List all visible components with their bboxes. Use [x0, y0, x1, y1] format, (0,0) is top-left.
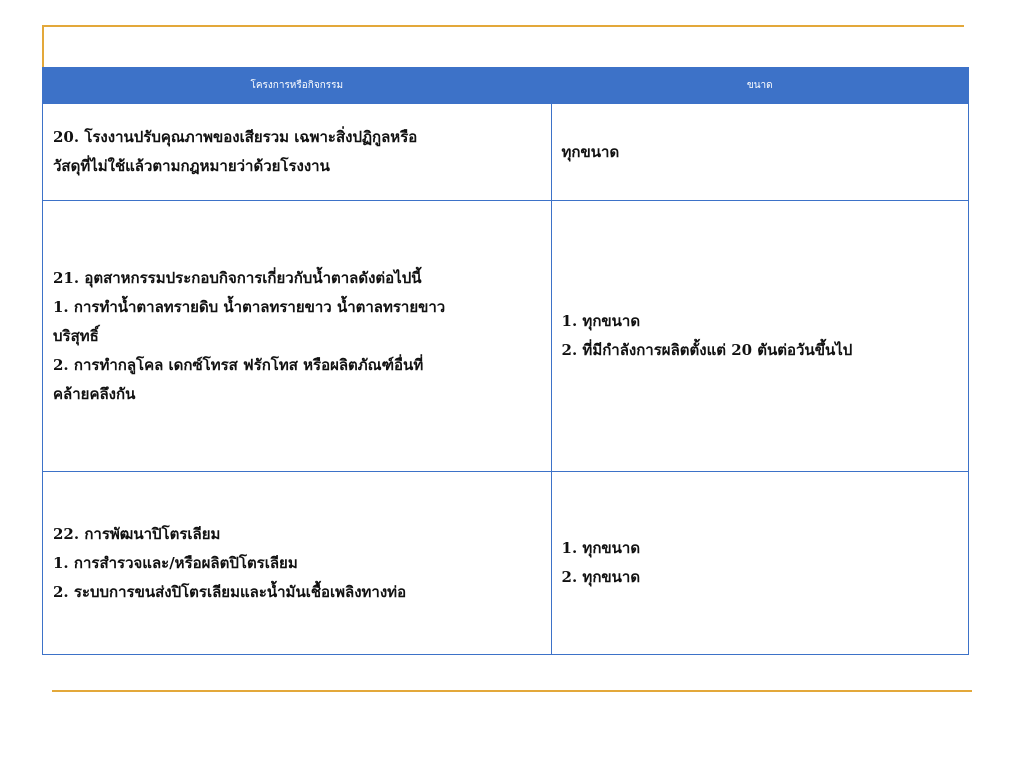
- header-size: ขนาด: [551, 68, 968, 104]
- bottom-divider: [52, 690, 972, 692]
- size-line: 2. ทุกขนาด: [561, 568, 641, 586]
- table-row: [43, 201, 969, 472]
- size-cell: [551, 201, 968, 472]
- top-divider: [42, 25, 964, 27]
- size-cell: [551, 104, 968, 201]
- projects-table: [42, 67, 969, 655]
- table-row: [43, 472, 969, 655]
- project-line: 1. การทำน้ำตาลทรายดิบ น้ำตาลทรายขาว น้ำตาลทรายขาว: [53, 297, 446, 316]
- project-line: 1. การสำรวจและ/หรือผลิตปิโตรเลียม: [53, 553, 298, 572]
- project-cell: [43, 104, 552, 201]
- size-line: 1. ทุกขนาด: [561, 312, 641, 330]
- size-cell: [551, 472, 968, 655]
- project-line: บริสุทธิ์: [53, 326, 99, 345]
- project-cell: [43, 472, 552, 655]
- table-row: [43, 104, 969, 201]
- size-line: 2. ที่มีกำลังการผลิตตั้งแต่ 20 ตันต่อวันขึ้นไป: [561, 341, 853, 359]
- project-line: 21. อุตสาหกรรมประกอบกิจการเกี่ยวกับน้ำตาลดังต่อไปนี้: [53, 268, 422, 287]
- project-line: 22. การพัฒนาปิโตรเลียม: [53, 524, 221, 543]
- project-line: 20. โรงงานปรับคุณภาพของเสียรวม เฉพาะสิ่งปฏิกูลหรือ: [53, 128, 418, 146]
- table-header-row: [43, 68, 969, 104]
- project-line: วัสดุที่ไม่ใช้แล้วตามกฎหมายว่าด้วยโรงงาน: [53, 157, 330, 175]
- project-line: 2. ระบบการขนส่งปิโตรเลียมและน้ำมันเชื้อเพลิงทางท่อ: [53, 582, 407, 601]
- project-cell: [43, 201, 552, 472]
- size-line: ทุกขนาด: [561, 142, 620, 161]
- size-line: 1. ทุกขนาด: [561, 539, 641, 557]
- left-accent-rule: [42, 25, 44, 67]
- header-project: โครงการหรือกิจกรรม: [43, 68, 552, 104]
- project-line: คล้ายคลึงกัน: [53, 384, 136, 403]
- project-line: 2. การทำกลูโคล เดกซ์โทรส ฟรักโทส หรือผลิตภัณฑ์อื่นที่: [53, 355, 424, 374]
